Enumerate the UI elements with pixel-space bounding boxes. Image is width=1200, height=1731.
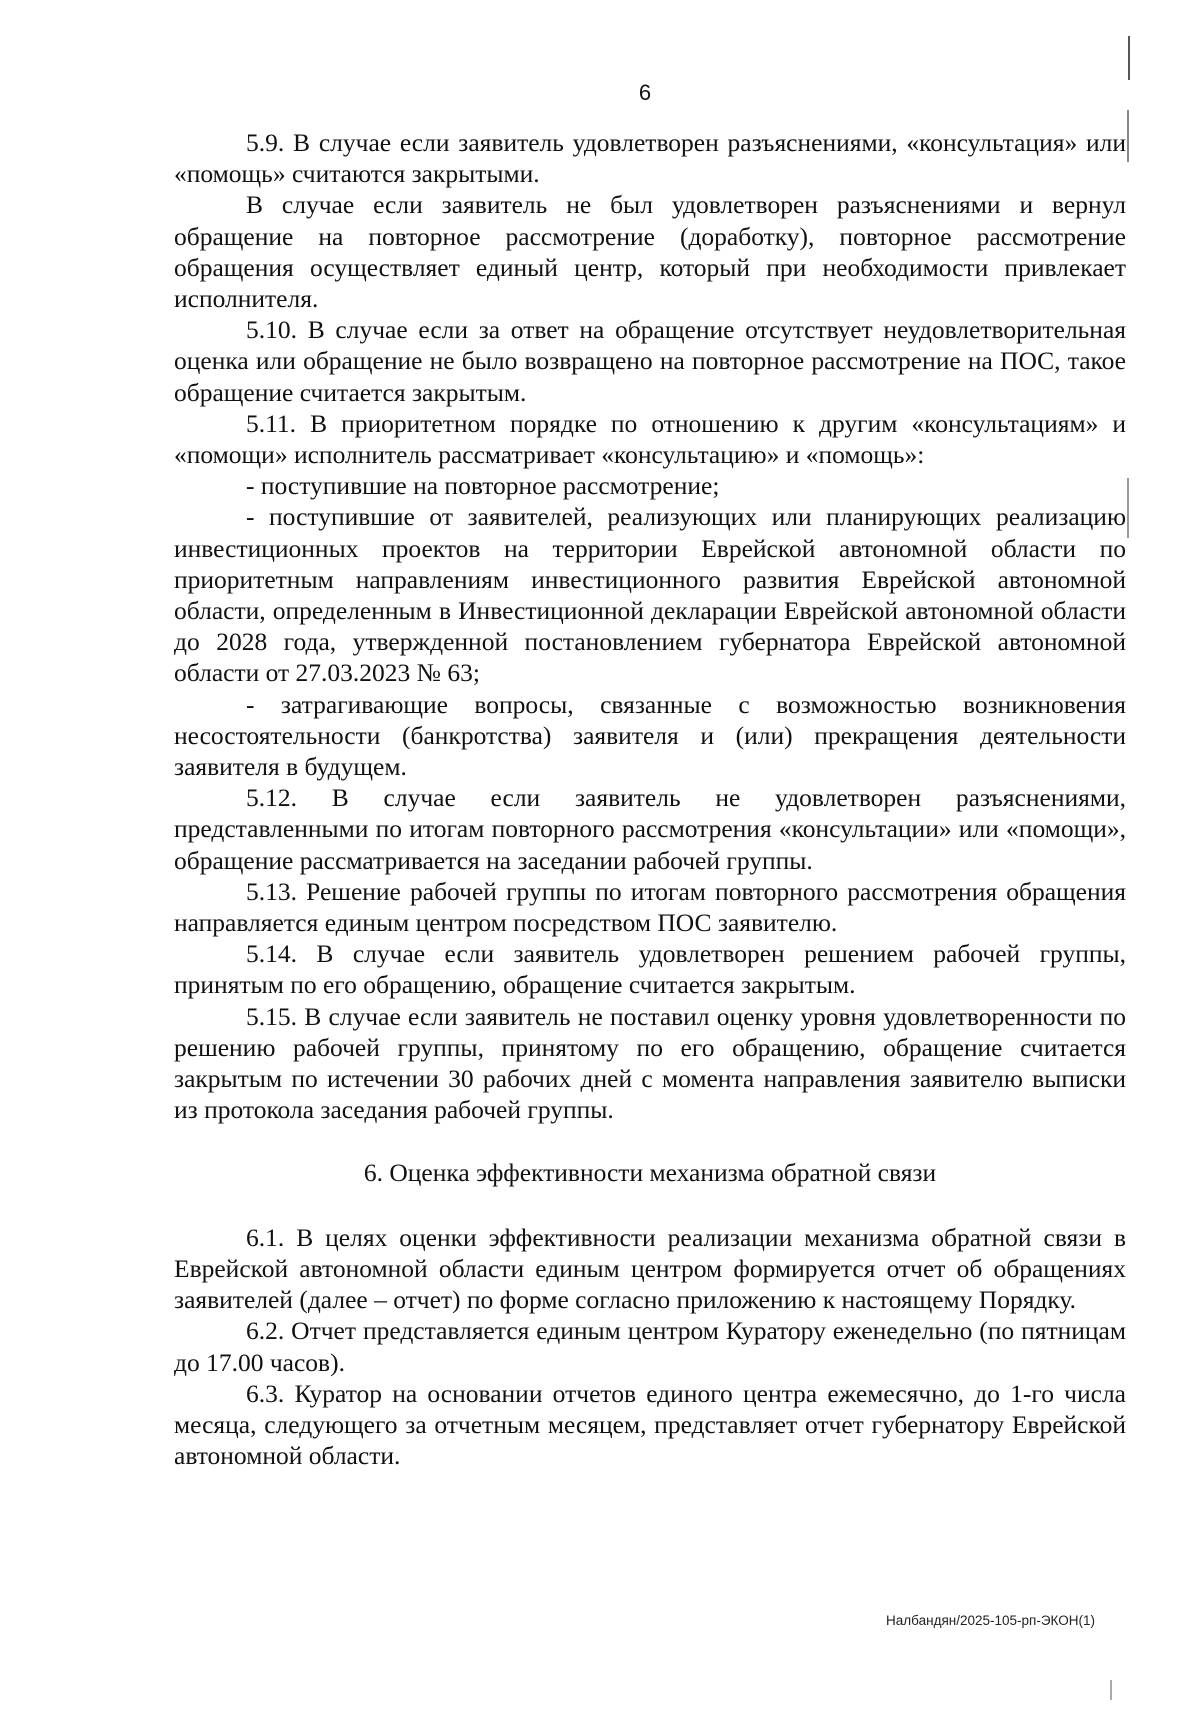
paragraph-5-14: 5.14. В случае если заявитель удовлетворен решением рабочей группы, принятым по его обращению, обращение считается закрытым.	[174, 939, 1126, 1000]
scan-edge-mark-upper	[1127, 110, 1129, 162]
paragraph-5-13: 5.13. Решение рабочей группы по итогам повторного рассмотрения обращения направляется единым центром посредством ПОС заявителю.	[174, 876, 1126, 938]
paragraph-6-2: 6.2. Отчет представляется единым центром Куратору еженедельно (по пятницам до 17.00 часов).	[174, 1316, 1126, 1377]
document-footer-code: Налбандян/2025-105-рп-ЭКОН(1)	[886, 1613, 1095, 1628]
scan-edge-mark-top	[1128, 36, 1130, 80]
list-item-investment-projects: - поступившие от заявителей, реализующих или планирующих реализацию инвестиционных проектов на территории Еврейской автономной области по приоритетным направлениям инвестиционного развития Еврейской автономной области, определенным в Инвестиционной декларации Еврейской автономной области до 2028 года, утвержденной постановлением губернатора Еврейской автономной области от 27.03.2023 № 63;	[174, 502, 1126, 688]
paragraph-5-9-continued: В случае если заявитель не был удовлетворен разъяснениями и вернул обращение на повторное рассмотрение (доработку), повторное рассмотрение обращения осуществляет единый центр, который при необходимости привлекает исполнителя.	[174, 190, 1126, 314]
paragraph-6-3: 6.3. Куратор на основании отчетов единого центра ежемесячно, до 1-го числа месяца, следующего за отчетным месяцем, представляет отчет губернатору Еврейской автономной области.	[174, 1378, 1126, 1471]
paragraph-5-10: 5.10. В случае если за ответ на обращение отсутствует неудовлетворительная оценка или обращение не было возвращено на повторное рассмотрение на ПОС, такое обращение считается закрытым.	[174, 315, 1126, 407]
section-6-heading: 6. Оценка эффективности механизма обратной связи	[363, 1157, 937, 1187]
paragraph-6-1: 6.1. В целях оценки эффективности реализации механизма обратной связи в Еврейской автономной области единым центром формируется отчет об обращениях заявителей (далее – отчет) по форме согласно приложению к настоящему Порядку.	[174, 1222, 1126, 1315]
paragraph-5-15: 5.15. В случае если заявитель не поставил оценку уровня удовлетворенности по решению рабочей группы, принятому по его обращению, обращение считается закрытым по истечении 30 рабочих дней с момента направления заявителю выписки из протокола заседания рабочей группы.	[174, 1001, 1126, 1125]
document-body	[174, 127, 1126, 1471]
scan-edge-mark-middle	[1127, 478, 1129, 538]
paragraph-5-9: 5.9. В случае если заявитель удовлетворен разъяснениями, «консультация» или «помощь» считаются закрытыми.	[174, 128, 1126, 189]
list-item-repeat-review: - поступившие на повторное рассмотрение;	[246, 471, 720, 501]
list-item-insolvency: - затрагивающие вопросы, связанные с возможностью возникновения несостоятельности (банкротства) заявителя и (или) прекращения деятельности заявителя в будущем.	[174, 689, 1126, 782]
scan-edge-mark-bottom	[1110, 1680, 1112, 1700]
paragraph-5-12: 5.12. В случае если заявитель не удовлетворен разъяснениями, представленными по итогам повторного рассмотрения «консультации» или «помощи», обращение рассматривается на заседании рабочей группы.	[174, 783, 1126, 875]
page-number: 6	[638, 80, 652, 105]
paragraph-5-11: 5.11. В приоритетном порядке по отношению к другим «консультациям» и «помощи» исполнитель рассматривает «консультацию» и «помощь»:	[174, 408, 1126, 470]
